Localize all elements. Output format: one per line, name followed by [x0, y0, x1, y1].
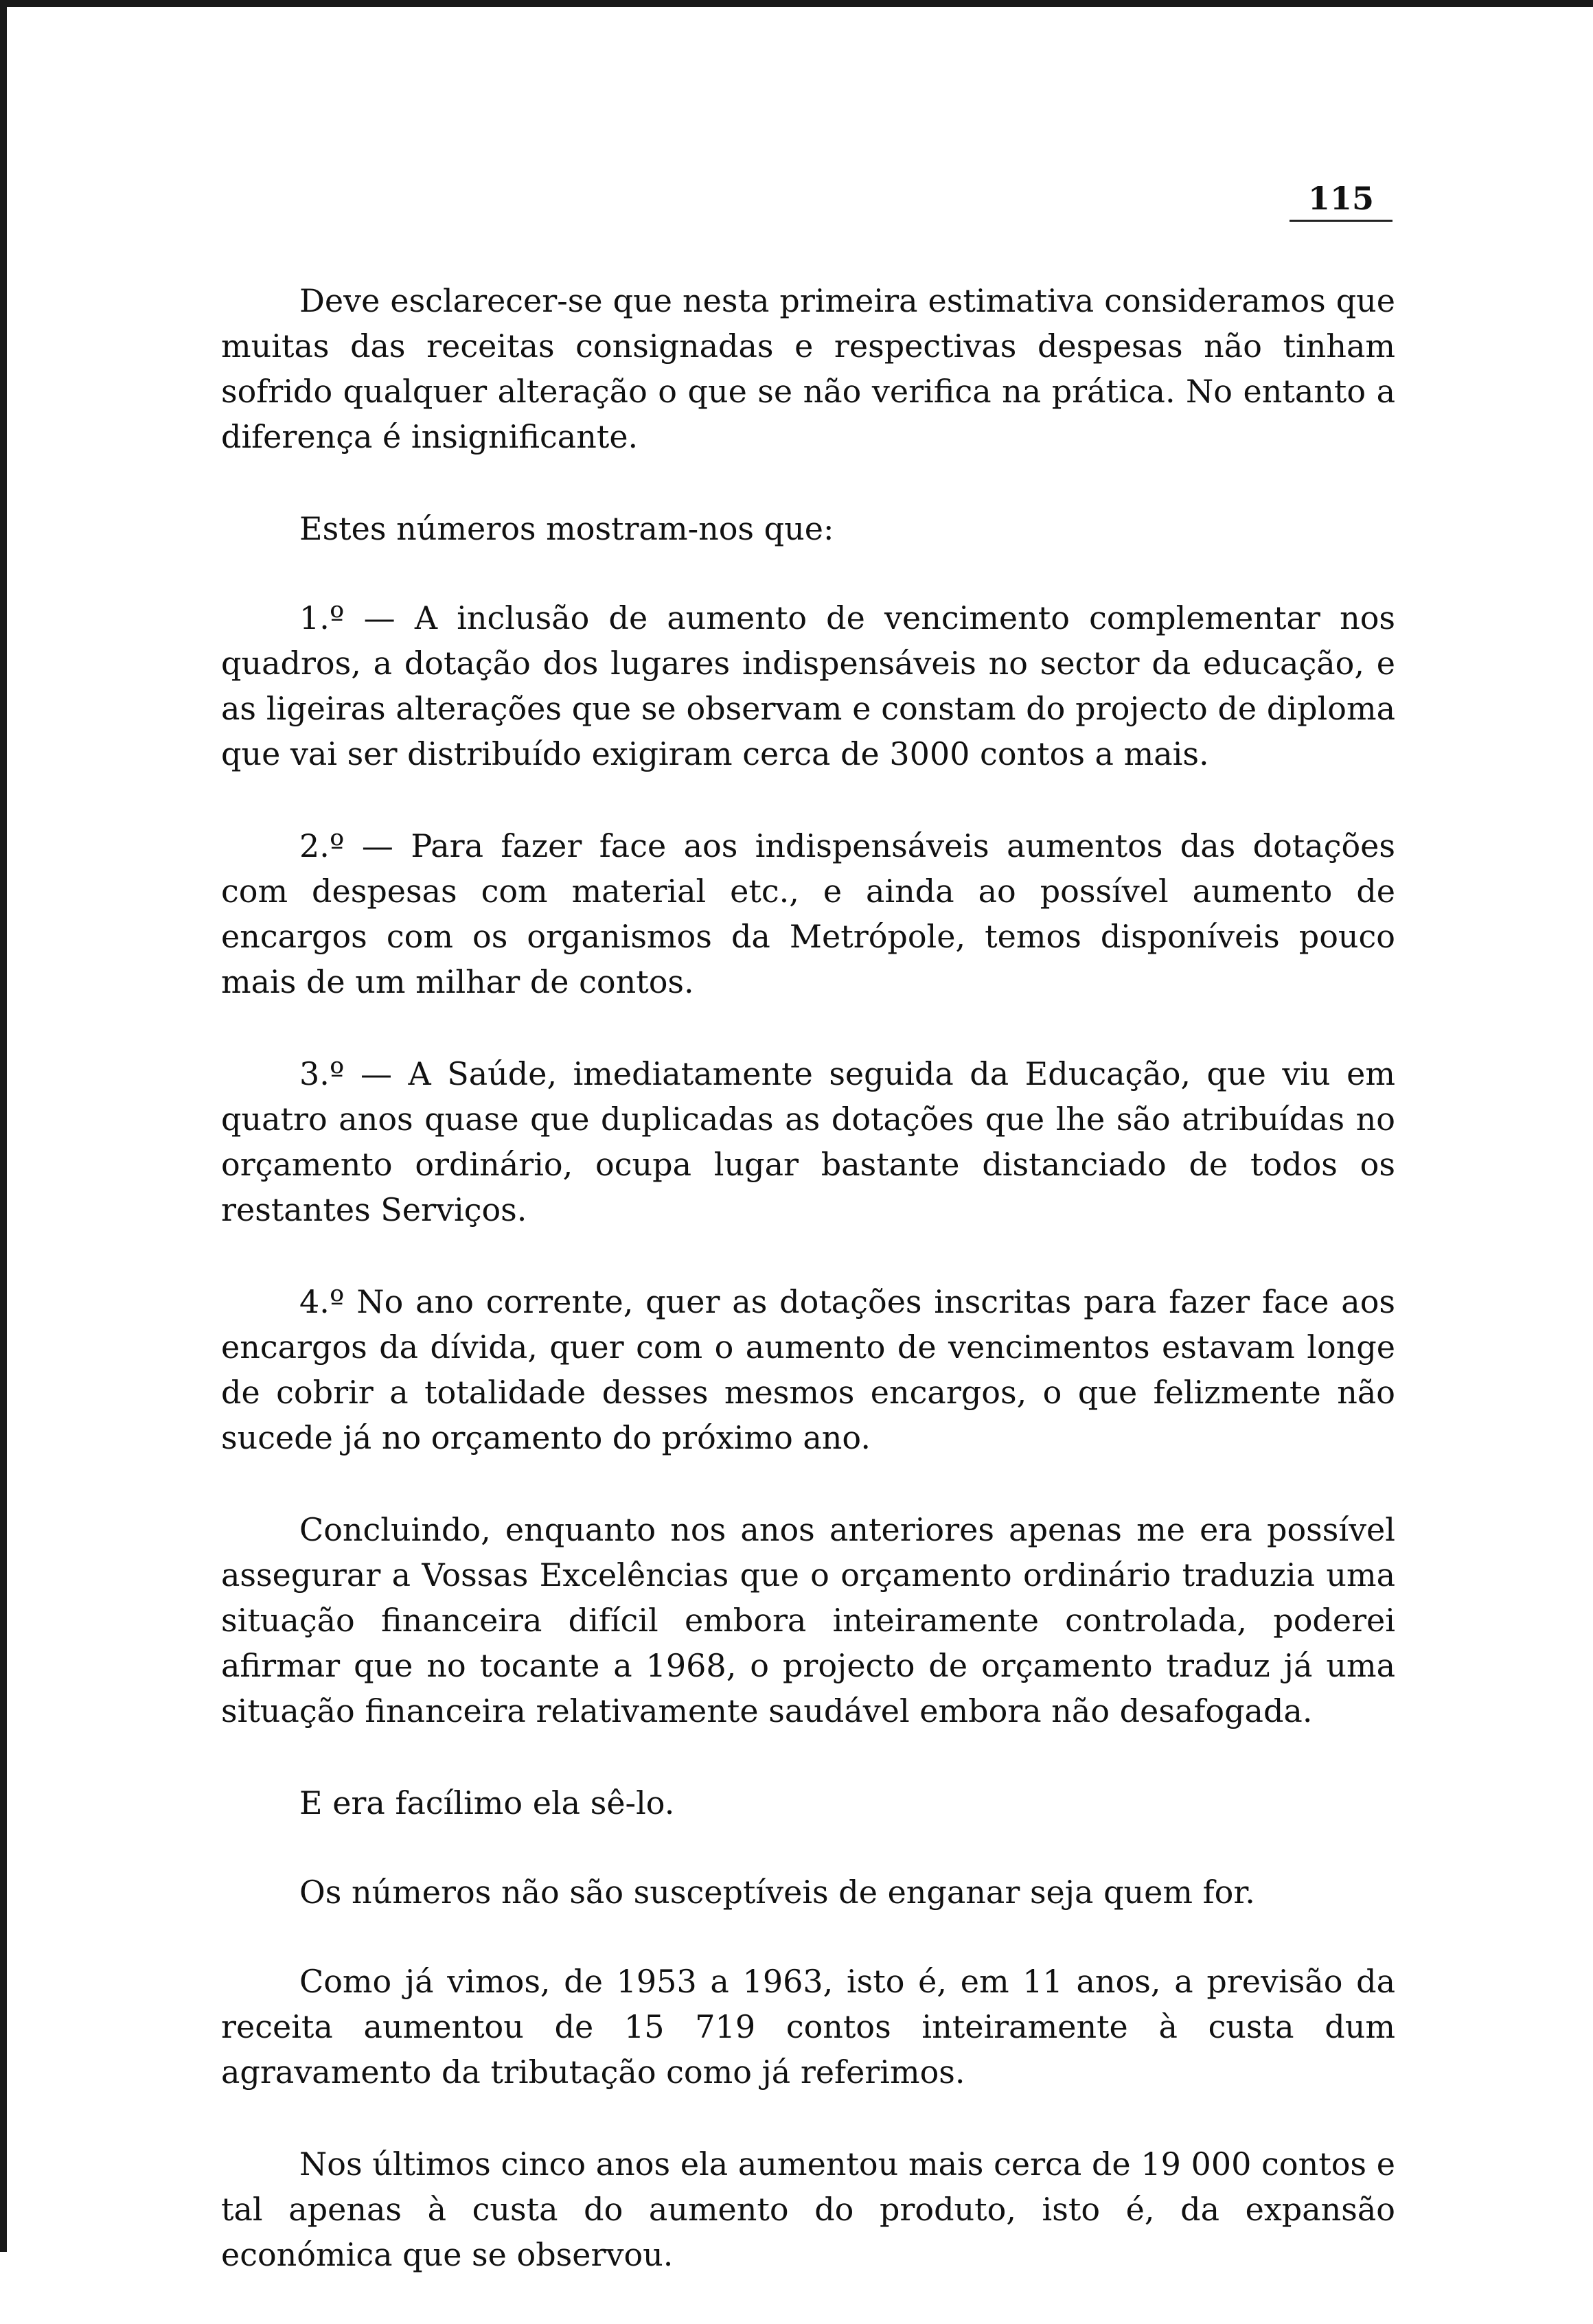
paragraph-recent-growth: Nos últimos cinco anos ela aumentou mais cerca de 19 000 contos e tal apenas à custa do aumento do produto, isto é, da expansão económica que se observou. — [221, 2145, 1395, 2273]
paragraph-point-1: 1.º — A inclusão de aumento de vencimento complementar nos quadros, a dotação dos lugares indispensáveis no sector da educação, e as ligeiras alterações que se observam e constam do projecto de diploma que vai ser distribuído exigiram cerca de 3000 contos a mais. — [221, 599, 1395, 772]
paragraph-short-2: Os números não são susceptíveis de enganar seja quem for. — [299, 1874, 1255, 1911]
paragraph-short-1: E era facílimo ela sê-lo. — [299, 1784, 675, 1821]
paragraph-point-2: 2.º — Para fazer face aos indispensáveis aumentos das dotações com despesas com material etc., e ainda ao possível aumento de encargos com os organismos da Metrópole, temos disponíveis pouco mais de um milhar de contos. — [221, 827, 1395, 1000]
paragraph-conclusion: Concluindo, enquanto nos anos anteriores apenas me era possível assegurar a Vossas Excelências que o orçamento ordinário traduzia uma situação financeira difícil embora inteiramente controlada, poderei afirmar que no tocante a 1968, o projecto de orçamento traduz já uma situação financeira relativamente saudável embora não desafogada. — [221, 1511, 1395, 1729]
paragraph-point-4: 4.º No ano corrente, quer as dotações inscritas para fazer face aos encargos da dívida, quer com o aumento de vencimentos estavam longe de cobrir a totalidade desses mesmos encargos, o que felizmente não sucede já no orçamento do próximo ano. — [221, 1283, 1395, 1456]
page-number: 115 — [1290, 180, 1393, 222]
page-top-border — [0, 0, 1593, 7]
paragraph-intro: Estes números mostram-nos que: — [299, 510, 834, 547]
paragraph-estimate-note: Deve esclarecer-se que nesta primeira estimativa consideramos que muitas das receitas consignadas e respectivas despesas não tinham sofrido qualquer alteração o que se não verifica na prática. No entanto a diferença é insignificante. — [221, 282, 1395, 455]
document-body — [221, 278, 1395, 2324]
page-left-border — [0, 0, 7, 2252]
paragraph-revenue-history: Como já vimos, de 1953 a 1963, isto é, em 11 anos, a previsão da receita aumentou de 15 719 contos inteiramente à custa dum agravamento da tributação como já referimos. — [221, 1963, 1395, 2091]
paragraph-point-3: 3.º — A Saúde, imediatamente seguida da Educação, que viu em quatro anos quase que duplicadas as dotações que lhe são atribuídas no orçamento ordinário, ocupa lugar bastante distanciado de todos os restantes Serviços. — [221, 1055, 1395, 1228]
